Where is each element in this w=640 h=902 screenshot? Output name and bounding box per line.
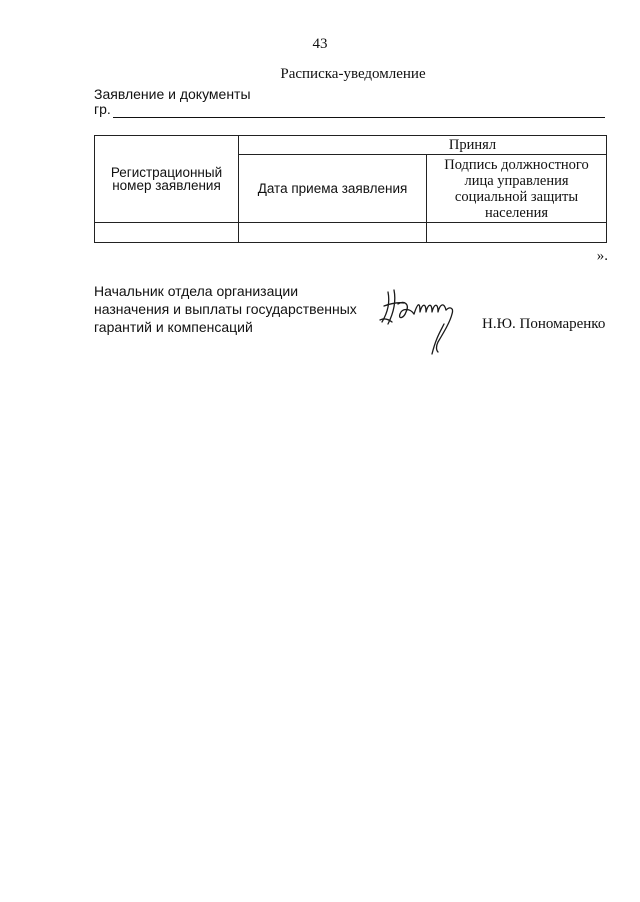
applicant-prefix: гр.	[94, 101, 111, 117]
cell-official-signature[interactable]	[427, 223, 607, 243]
header-reg-number: Регистрационный номер заявления	[95, 136, 239, 223]
signer-position-line: гарантий и компенсаций	[94, 319, 253, 335]
document-title: Расписка-уведомление	[280, 66, 426, 82]
signer-position-line: назначения и выплаты государственных	[94, 301, 357, 317]
receipt-table	[94, 135, 607, 243]
signer-name: Н.Ю. Пономаренко	[482, 316, 606, 332]
cell-receipt-date[interactable]	[239, 223, 427, 243]
header-official-signature: Подпись должностного лица управления социальной защиты населения	[427, 155, 607, 223]
header-accepted: Принял	[239, 136, 607, 155]
applicant-intro: Заявление и документы	[94, 86, 251, 102]
page-number: 43	[312, 36, 328, 52]
signer-position	[94, 282, 357, 336]
applicant-name-field-line	[113, 117, 605, 118]
cell-reg-number[interactable]	[95, 223, 239, 243]
header-receipt-date: Дата приема заявления	[239, 155, 427, 223]
handwritten-signature	[374, 284, 470, 360]
signer-position-line: Начальник отдела организации	[94, 283, 299, 299]
closing-quote: ».	[596, 248, 608, 264]
